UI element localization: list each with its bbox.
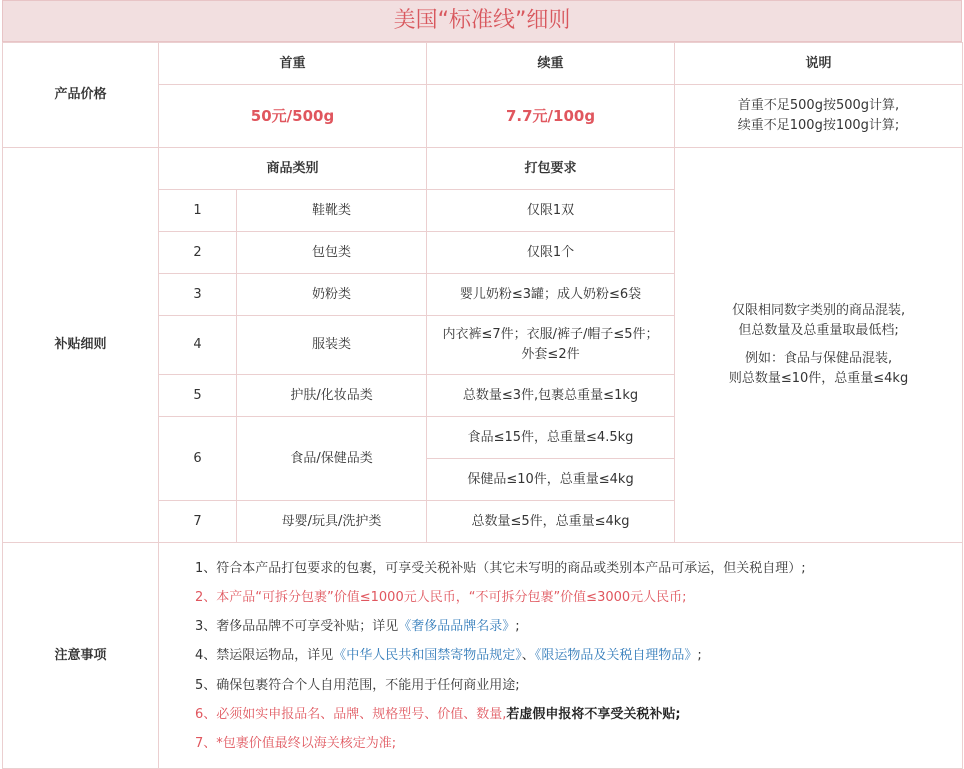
- item-requirement: 婴儿奶粉≤3罐；成人奶粉≤6袋: [427, 274, 675, 316]
- page-title: 美国“标准线”细则: [2, 0, 962, 42]
- item-requirement: 仅限1个: [427, 232, 675, 274]
- mixing-note-line4: 则总数量≤10件，总重量≤4kg: [728, 371, 909, 386]
- prohibited-items-link[interactable]: 《中华人民共和国禁寄物品规定》: [333, 648, 522, 664]
- item-requirement: 仅限1双: [427, 190, 675, 232]
- item-requirement: 总数量≤5件，总重量≤4kg: [427, 501, 675, 543]
- item-category: 服装类: [237, 316, 427, 375]
- note-item: [195, 617, 962, 646]
- luxury-brands-link[interactable]: 《奢侈品品牌名录》: [398, 619, 516, 635]
- subsidy-mixing-note: [675, 148, 963, 543]
- item-category: 包包类: [237, 232, 427, 274]
- note-spacer: [681, 341, 956, 349]
- packing-header: 打包要求: [427, 148, 675, 190]
- restricted-items-link[interactable]: 《限运物品及关税自理物品》: [534, 648, 698, 664]
- item-category: 鞋靴类: [237, 190, 427, 232]
- item-requirement: 食品≤15件，总重量≤4.5kg: [427, 417, 675, 459]
- item-number: 6: [159, 417, 237, 501]
- note-item: [195, 705, 962, 734]
- first-weight-header: 首重: [159, 43, 427, 85]
- item-requirement: [427, 316, 675, 375]
- pricing-desc-line1: 首重不足500g按500g计算,: [737, 98, 900, 113]
- item-category: 奶粉类: [237, 274, 427, 316]
- note-warning: 若虚假申报将不享受关税补贴;: [506, 706, 681, 722]
- subsidy-row-label: 补贴细则: [3, 148, 159, 543]
- mixing-note-line3: 例如：食品与保健品混装,: [744, 351, 893, 366]
- note-text: ;: [697, 648, 702, 664]
- item-category: 护肤/化妆品类: [237, 375, 427, 417]
- pricing-description: [675, 85, 963, 148]
- notes-list: [159, 543, 963, 769]
- note-text: 3、奢侈品品牌不可享受补贴；详见: [195, 619, 399, 635]
- mixing-note-line1: 仅限相同数字类别的商品混装,: [731, 303, 906, 318]
- item-requirement: 保健品≤10件，总重量≤4kg: [427, 459, 675, 501]
- item-category: 食品/保健品类: [237, 417, 427, 501]
- item-category: 母婴/玩具/洗护类: [237, 501, 427, 543]
- item-number: 4: [159, 316, 237, 375]
- extra-weight-price: 7.7元/100g: [427, 85, 675, 148]
- mixing-note-line2: 但总数量及总重量取最低档;: [738, 323, 899, 338]
- note-text: 、: [521, 648, 535, 664]
- note-text: 6、必须如实申报品名、品牌、规格型号、价值、数量,: [195, 706, 507, 722]
- item-number: 2: [159, 232, 237, 274]
- item-requirement: 总数量≤3件,包裹总重量≤1kg: [427, 375, 675, 417]
- item-number: 1: [159, 190, 237, 232]
- extra-weight-header: 续重: [427, 43, 675, 85]
- note-text: ;: [515, 619, 520, 635]
- pricing-desc-line2: 续重不足100g按100g计算;: [737, 118, 900, 133]
- note-item: [195, 646, 962, 675]
- desc-header: 说明: [675, 43, 963, 85]
- item-number: 5: [159, 375, 237, 417]
- rules-table: [2, 42, 963, 769]
- first-weight-price: 50元/500g: [159, 85, 427, 148]
- note-item: 7、*包裹价值最终以海关核定为准;: [195, 735, 397, 751]
- pricing-row-label: 产品价格: [3, 43, 159, 148]
- note-item: 5、确保包裹符合个人自用范围，不能用于任何商业用途;: [195, 677, 520, 693]
- item-number: 3: [159, 274, 237, 316]
- category-header: 商品类别: [159, 148, 427, 190]
- note-item: 1、符合本产品打包要求的包裹，可享受关税补贴（其它未写明的商品或类别本产品可承运，但关税自理）;: [195, 560, 806, 576]
- requirement-line: 外套≤2件: [521, 347, 580, 362]
- item-number: 7: [159, 501, 237, 543]
- note-item: 2、本产品“可拆分包裹”价值≤1000元人民币，“不可拆分包裹”价值≤3000元人民币;: [195, 590, 687, 606]
- requirement-line: 内衣裤≤7件；衣服/裤子/帽子≤5件；: [442, 327, 659, 342]
- notes-row-label: 注意事项: [3, 543, 159, 769]
- note-text: 4、禁运限运物品，详见: [195, 648, 334, 664]
